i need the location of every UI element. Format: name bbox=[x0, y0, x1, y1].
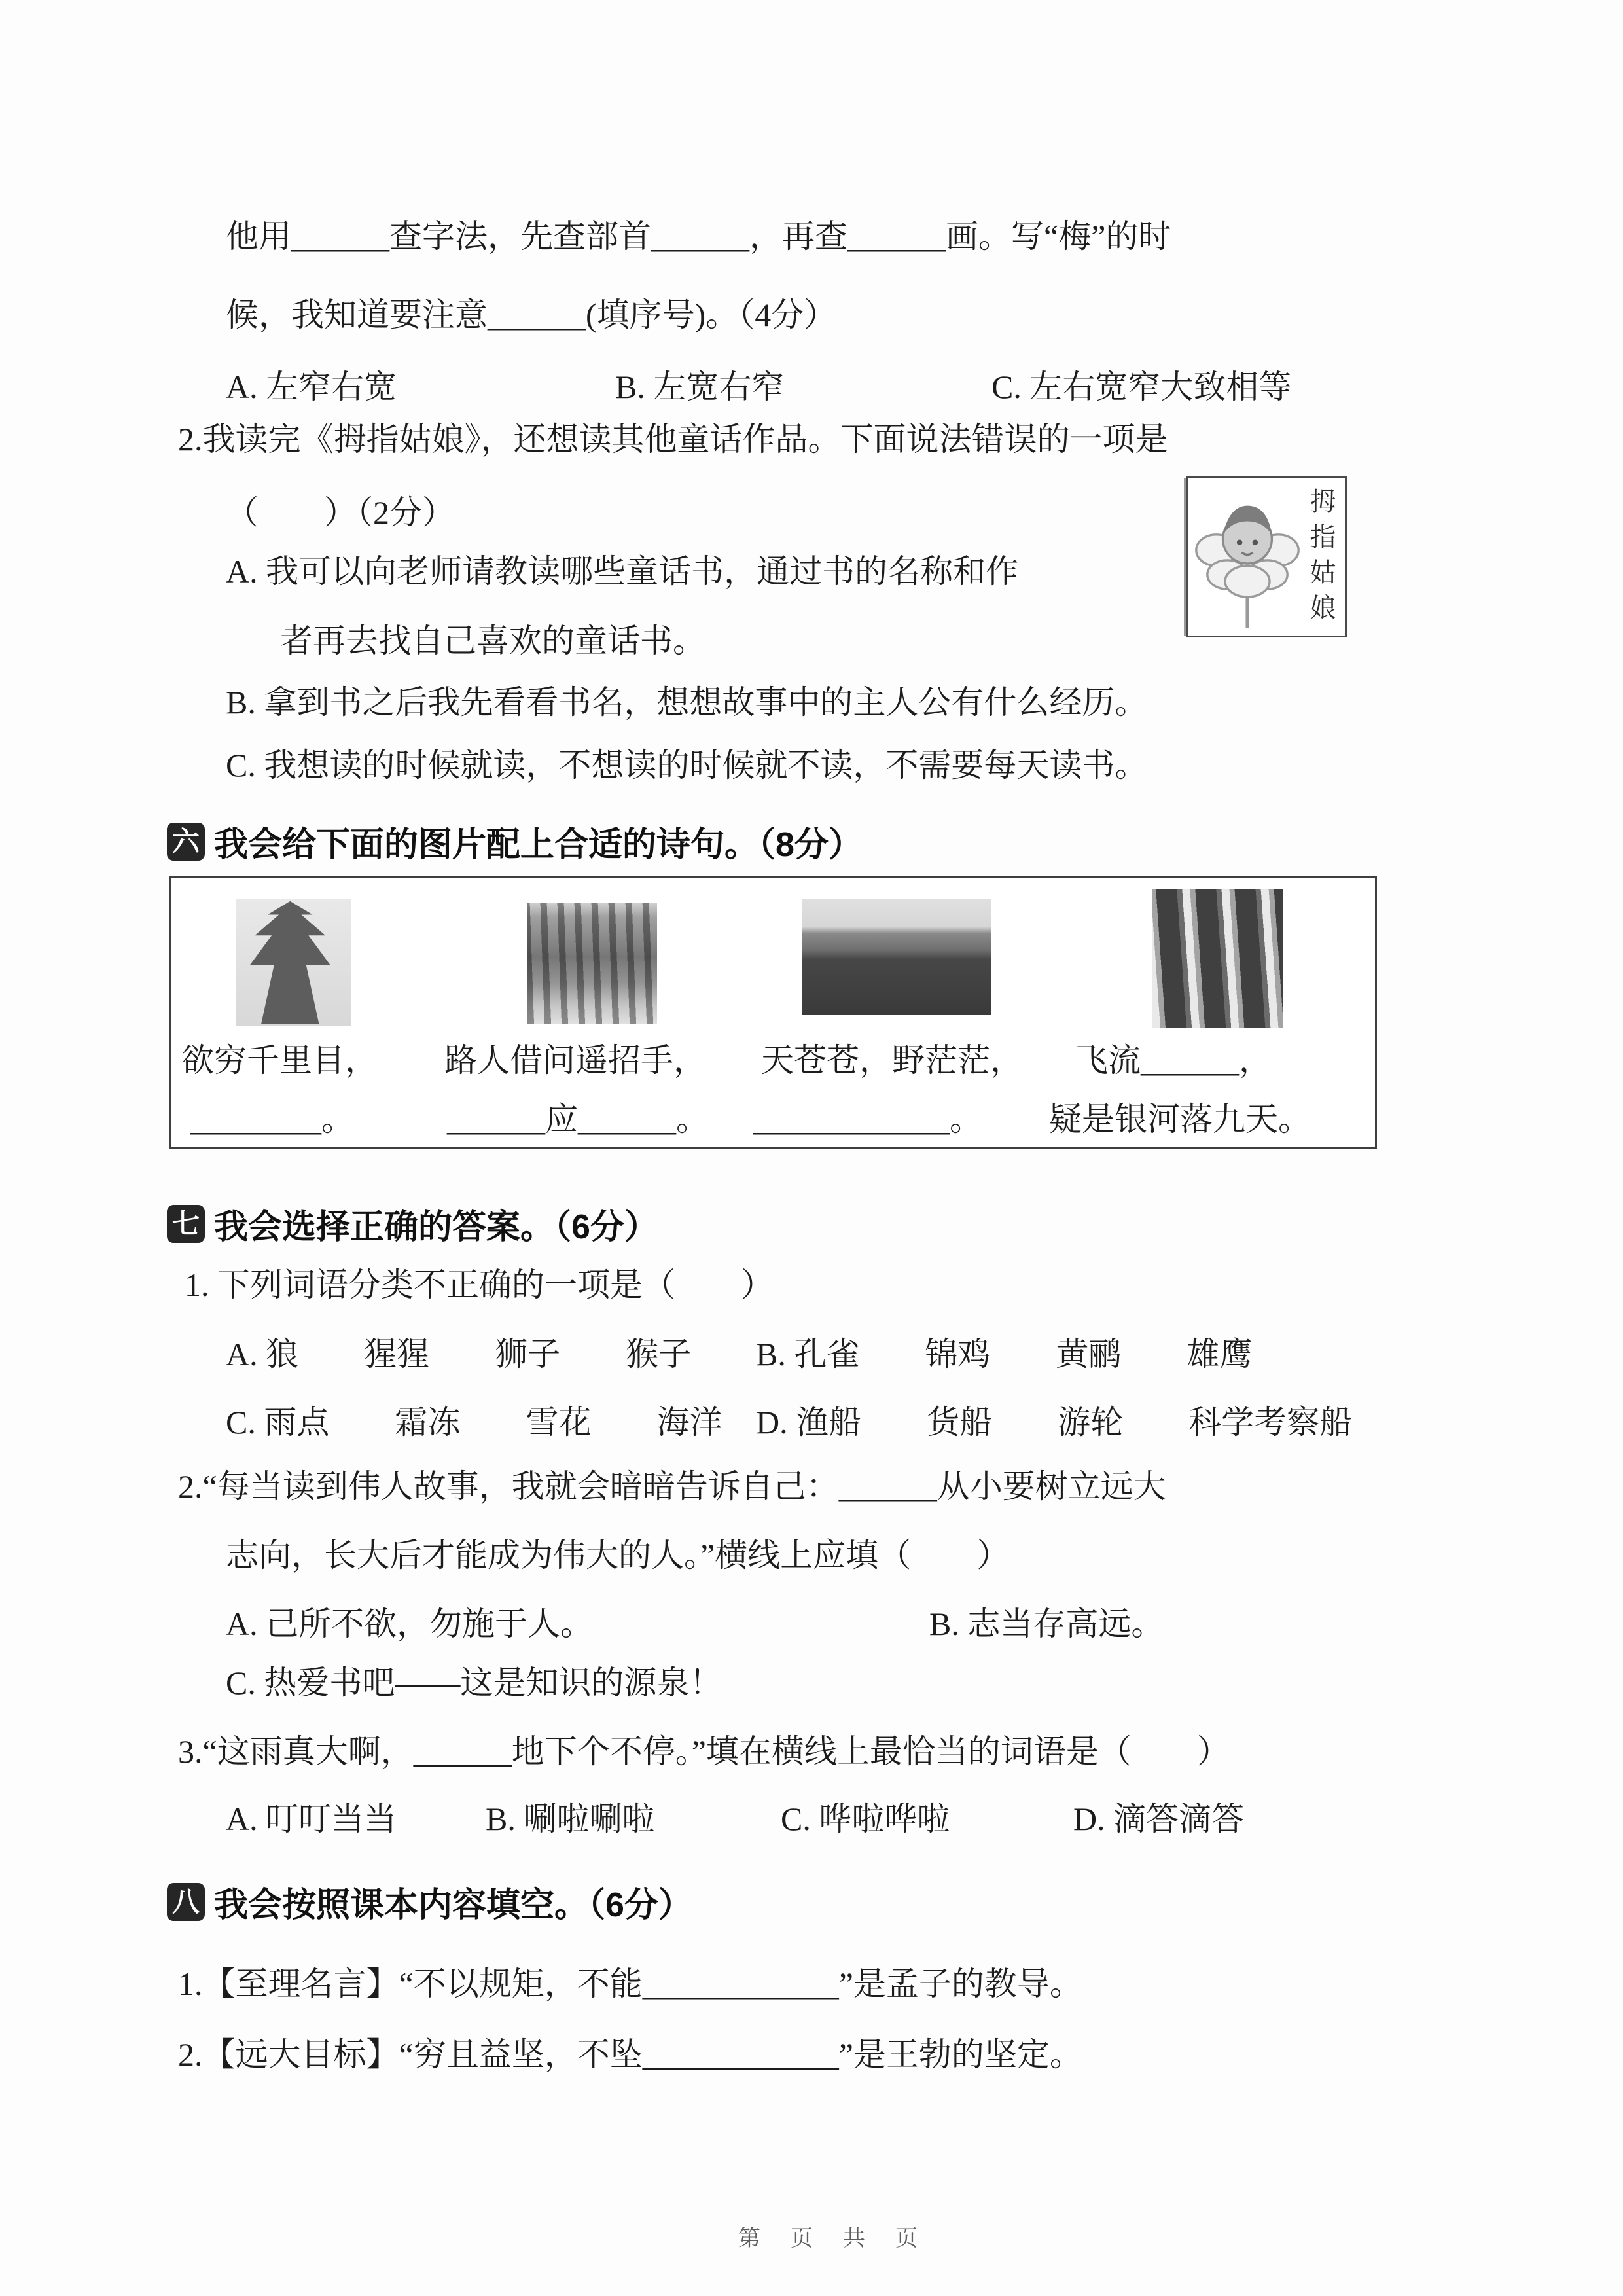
photo-mountain-forest bbox=[527, 903, 657, 1024]
s7-q1-option-d: D. 渔船 货船 游轮 科学考察船 bbox=[756, 1404, 1353, 1441]
thumbelina-flower-drawing bbox=[1192, 481, 1303, 632]
poem4-line2: 疑是银河落九天。 bbox=[1049, 1101, 1311, 1138]
s7-q2-option-c: C. 热爱书吧——这是知识的源泉！ bbox=[226, 1664, 722, 1701]
section7-header bbox=[167, 1199, 658, 1248]
q5-fill-line1: 他用______查字法，先查部首______，再查______画。写“梅”的时 bbox=[226, 218, 1171, 255]
photo-grassland bbox=[802, 899, 991, 1015]
section7-title: 我会选择正确的答案。（6分） bbox=[214, 1208, 658, 1246]
photo-pagoda-tower bbox=[236, 899, 351, 1026]
page-footer: 第 页 共 页 bbox=[738, 2227, 921, 2251]
s7-q2-stem-line1: 2.“每当读到伟人故事，我就会暗暗告诉自己：______从小要树立远大 bbox=[178, 1468, 1166, 1505]
q5-2-option-b: B. 拿到书之后我先看看书名，想想故事中的主人公有什么经历。 bbox=[226, 684, 1148, 721]
s7-q1-option-c: C. 雨点 霜冻 雪花 海洋 bbox=[226, 1404, 722, 1441]
s7-q3-stem: 3.“这雨真大啊，______地下个不停。”填在横线上最恰当的词语是（ ） bbox=[178, 1733, 1230, 1770]
q5-2-stem-line2: （ ）（2分） bbox=[226, 494, 455, 531]
photo-waterfall bbox=[1152, 889, 1283, 1028]
s7-q3-option-c: C. 哗啦哗啦 bbox=[781, 1801, 950, 1837]
s7-q2-option-a: A. 己所不欲，勿施于人。 bbox=[226, 1605, 594, 1642]
s8-item1: 1.【至理名言】“不以规矩，不能____________”是孟子的教导。 bbox=[178, 1965, 1082, 2002]
s7-q1-stem: 1. 下列词语分类不正确的一项是（ ） bbox=[185, 1266, 774, 1303]
q5-2-stem-line1: 2.我读完《拇指姑娘》，还想读其他童话作品。下面说法错误的一项是 bbox=[178, 421, 1168, 457]
q5-option-a: A. 左窄右宽 bbox=[226, 368, 397, 405]
section6-header bbox=[167, 817, 863, 866]
q5-2-option-a-line1: A. 我可以向老师请教读哪些童话书，通过书的名称和作 bbox=[226, 553, 1019, 590]
poem4-line1: 飞流______， bbox=[1075, 1042, 1272, 1079]
thumbelina-illustration bbox=[1186, 476, 1347, 637]
s7-q2-option-b: B. 志当存高远。 bbox=[929, 1605, 1164, 1642]
s8-item2: 2.【远大目标】“穷且益坚，不坠____________”是王勃的坚定。 bbox=[178, 2036, 1082, 2073]
poem3-line2-blank: ____________。 bbox=[753, 1101, 982, 1138]
section6-picture-box bbox=[169, 876, 1377, 1149]
q5-2-option-a-line2: 者再去找自己喜欢的童话书。 bbox=[280, 622, 705, 659]
section6-title: 我会给下面的图片配上合适的诗句。（8分） bbox=[214, 826, 863, 864]
poem1-line1: 欲穷千里目， bbox=[181, 1042, 378, 1079]
poem2-line2-blank: ______应______。 bbox=[447, 1101, 709, 1138]
poem2-line1: 路人借问遥招手， bbox=[444, 1042, 706, 1079]
s7-q3-option-b: B. 唰啦唰啦 bbox=[486, 1801, 655, 1837]
section7-number-badge: 七 bbox=[167, 1205, 205, 1243]
s7-q3-option-d: D. 滴答滴答 bbox=[1073, 1801, 1245, 1837]
s7-q3-option-a: A. 叮叮当当 bbox=[226, 1801, 397, 1837]
s7-q1-option-a: A. 狼 猩猩 狮子 猴子 bbox=[226, 1336, 692, 1372]
thumbelina-caption: 拇指姑娘 bbox=[1306, 488, 1336, 629]
section8-title: 我会按照课本内容填空。（6分） bbox=[214, 1886, 692, 1924]
poem3-line1: 天苍苍，野茫茫， bbox=[761, 1042, 1023, 1079]
s7-q2-stem-line2: 志向，长大后才能成为伟大的人。”横线上应填（ ） bbox=[226, 1537, 1010, 1573]
pagoda-silhouette bbox=[250, 901, 330, 1024]
q5-fill-line2: 候，我知道要注意______(填序号)。（4分） bbox=[226, 296, 837, 333]
section8-number-badge: 八 bbox=[167, 1883, 205, 1921]
s7-q1-option-b: B. 孔雀 锦鸡 黄鹂 雄鹰 bbox=[756, 1336, 1253, 1372]
poem1-line2-blank: ________。 bbox=[190, 1101, 354, 1138]
section8-header bbox=[167, 1877, 692, 1926]
q5-2-option-c: C. 我想读的时候就读，不想读的时候就不读，不需要每天读书。 bbox=[226, 747, 1148, 783]
section6-number-badge: 六 bbox=[167, 823, 205, 861]
q5-option-c: C. 左右宽窄大致相等 bbox=[991, 368, 1292, 405]
q5-option-b: B. 左宽右窄 bbox=[615, 368, 785, 405]
